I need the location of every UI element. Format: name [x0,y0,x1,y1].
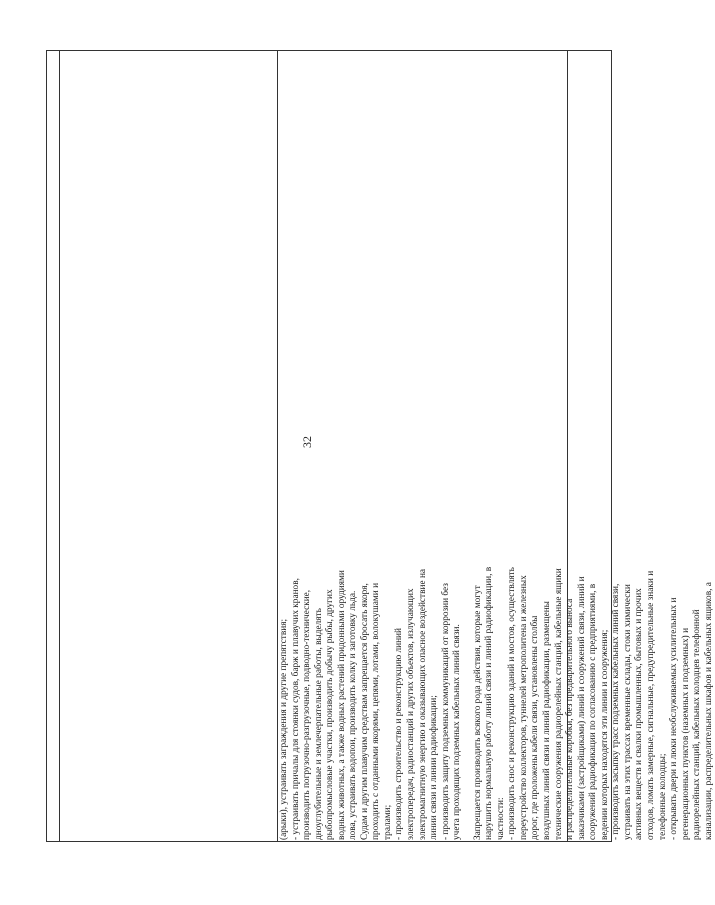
regulation-table [46,50,714,842]
table-column-divider [59,51,60,841]
paragraph-prohibitions: Запрещается производить всякого рода действия, которые могут нарушить нормальную работу линий связи и линий радиофикации, в частности: - производить снос и реконструкцию зданий и мостов, осуществлять переустройство коллекторов, туннелей метрополитена и железных дорог, где проложены кабели связи, установлены столбы воздушных линий связи и линий радиофикации, размещены технические сооружения радиорелейных станций, кабельные ящики и распределительные коробки, без предварительного выноса заказчиками (застройщиками) линий и сооружений связи, линий и сооружений радиофикации по согласованию с предприятиями, в ведении которых находятся эти линии и сооружения; - производить засыпку трасс подземных кабельных линий связи, устраивать на этих трассах временные склады, стоки химически активных веществ и свалки промышленных, бытовых и прочих отходов, ломать замерные, сигнальные, предупредительные знаки и телефонные колодцы; - открывать двери и люки необслуживаемых усилительных и регенерационных пунктов (наземных и подземных) и радиорелейных станций, кабельных колодцев телефонной канализации, распределительных шкафов и кабельных ящиков, а [472,566,714,840]
table-column-divider [277,51,278,841]
page-number: 32 [300,436,314,448]
paragraph-restrictions: (арыки), устраивать заграждения и другие препятствия; - устраивать причалы для стоянки судов, барж и плавучих кранов, производить погрузочно-разгрузочные, подводно-технические, дноуглубительные и землечерпательные работы, выделять рыбопромысловые участки, производить добычу рыбы, других водных животных, а также водных растений придонными орудиями лова, устраивать водопои, производить колку и заготовку льда. Судам и другим плавучим средствам запрещается бросать якоря, проходить с отданными якорями, цепями, лотами, волокушами и тралами; - производить строительство и реконструкцию линий электропередач, радиостанций и других объектов, излучающих электромагнитную энергию и оказывающих опасное воздействие на линии связи и линии радиофикации; - производить защиту подземных коммуникаций от коррозии без учета проходящих подземных кабельных линий связи. [279,568,463,840]
table-cell-text [279,54,714,840]
